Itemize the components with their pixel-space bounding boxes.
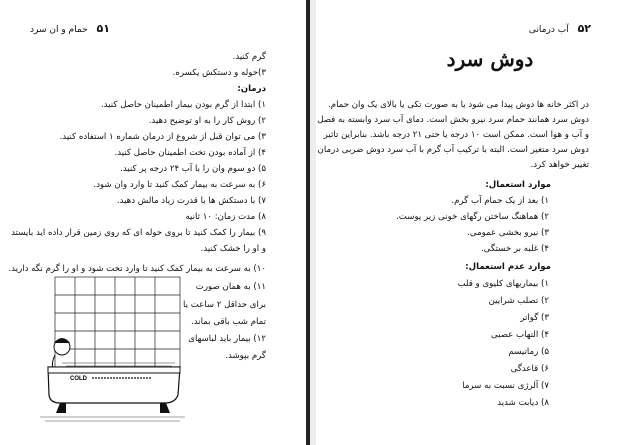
page-number: ۵۲	[577, 22, 591, 35]
paragraph-line: و آب و هوا است. ممکن است ۱۰ درجه یا حتی ۲۱ درجه باشد. بنابراین تاثیر	[323, 130, 589, 140]
paragraph-line: تغییر خواهد کرد.	[530, 160, 589, 170]
paragraph-line: دوش سرد همانند حمام سرد نیرو بخش است. دمای آب سرد وابسته به فصل	[317, 115, 589, 125]
paragraph-line: در اکثر خانه ها دوش پیدا می شود یا به صورت تکی یا بالای یک وان حمام.	[328, 100, 589, 110]
paragraph-line: دوش سرد متغیر است. البته با ترکیب آب گرم با آب سرد دوش ضربی درمان	[317, 145, 589, 155]
list-item: ۲) روش کار را به او توضیح دهید.	[148, 116, 266, 126]
page-edge	[306, 0, 310, 445]
contraindication-item: ۳) گواتر	[520, 313, 549, 323]
list-item: ۶) به سرعت به بیمار کمک کنید تا وارد وان شود.	[93, 180, 266, 190]
indication-item: ۲) هماهنگ ساختن رگهای خونی زیر پوست.	[396, 212, 549, 222]
contraindication-item: ۷) آلرژی نسبت به سرما	[462, 381, 549, 391]
text-line: گرم کنید.	[232, 52, 266, 62]
page-number: ۵۱	[96, 22, 110, 35]
contraindication-item: ۵) رماتیسم	[508, 347, 549, 357]
list-item: ۱) ابتدا از گرم بودن بیمار اطمینان حاصل کنید.	[100, 100, 266, 110]
list-item: ۸) مدت زمان: ۱۰ ثانیه	[185, 212, 266, 222]
list-item: ۷) با دستکش ها با قدرت زیاد مالش دهید.	[116, 196, 266, 206]
indications-heading: موارد استعمال:	[485, 180, 551, 190]
list-item: ۱۰) به سرعت به بیمار کمک کنید تا وارد تخت شود و او را گرم نگه دارید.	[8, 264, 266, 274]
list-item-continuation: تمام شب باقی بماند.	[190, 317, 266, 327]
list-item: ۵) دو سوم وان را با آب ۲۴ درجه پر کنید.	[120, 164, 266, 174]
right-page-header	[529, 22, 591, 35]
chapter-title: دوش سرد	[446, 47, 534, 71]
tub-label: COLD	[70, 376, 87, 382]
list-item-continuation: برای حداقل ۲ ساعت یا	[182, 300, 266, 310]
list-item: ۱۲) بیمار باید لباسهای	[188, 334, 266, 344]
section-heading: درمان:	[237, 84, 266, 94]
indication-item: ۳) نیرو بخشی عمومی.	[467, 228, 549, 238]
list-item: ۴) از آماده بودن تخت اطمینان حاصل کنید.	[114, 148, 266, 158]
running-title: حمام و ان سرد	[30, 25, 88, 35]
list-item-continuation: و او را خشک کنید.	[200, 244, 266, 254]
indication-item: ۱) بعد از یک حمام آب گرم.	[451, 196, 549, 206]
contraindication-item: ۸) دیابت شدید	[497, 398, 549, 408]
list-item: ۳) می توان قبل از شروع از درمان شماره ۱ استفاده کنید.	[59, 132, 266, 142]
contraindication-item: ۲) تصلب شرایین	[488, 296, 549, 306]
left-page-header	[30, 22, 110, 35]
contraindication-item: ۶) قاعدگی	[510, 364, 549, 374]
running-title: آب درمانی	[528, 25, 569, 35]
contraindication-item: ۴) التهاب عصبی	[490, 330, 549, 340]
contraindication-item: ۱) بیماریهای کلیوی و قلب	[457, 279, 549, 289]
list-item-continuation: گرم بپوشد.	[225, 351, 266, 361]
list-item: ۹) بیمار را کمک کنید تا بروی حوله ای که روی زمین قرار داده اید بایستد	[11, 228, 266, 238]
text-line: ۳)حوله و دستکش یکسره.	[172, 68, 266, 78]
cold-bath-illustration	[40, 275, 185, 425]
list-item: ۱۱) به همان صورت	[195, 282, 266, 292]
contraindications-heading: موارد عدم استعمال:	[465, 262, 551, 272]
indication-item: ۴) غلبه بر خستگی.	[480, 244, 549, 254]
left-page	[0, 0, 306, 445]
